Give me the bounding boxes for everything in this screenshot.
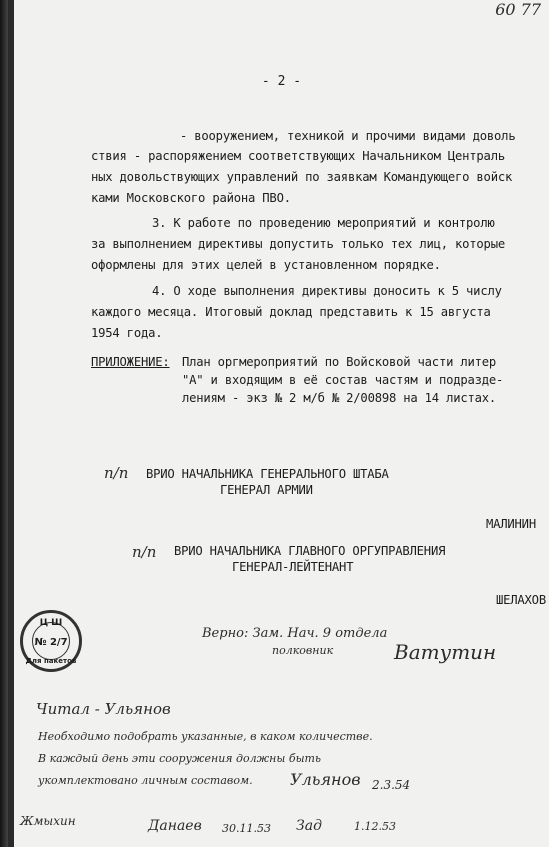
appendix-line-2: "А" и входящим в её состав частям и подразде- xyxy=(182,373,504,387)
read-note-line-2: Необходимо подобрать указанные, в каком количестве. xyxy=(38,730,373,743)
read-note-line-3: В каждый день эти сооружения должны быть xyxy=(38,752,321,765)
left-signature: Жмыхин xyxy=(20,814,76,828)
appendix-line-3: лениям - экз № 2 м/б № 2/00898 на 14 листах. xyxy=(182,391,497,405)
page-marker: - 2 - xyxy=(261,74,302,89)
read-note-line-1: Читал - Ульянов xyxy=(36,700,171,718)
paragraph-3-line-2: за выполнением директивы допустить только тех лиц, которые xyxy=(91,237,505,251)
signature-2-title: ВРИО НАЧАЛЬНИКА ГЛАВНОГО ОРГУПРАВЛЕНИЯ xyxy=(174,544,446,558)
paragraph-1-line-2: ствия - распоряжением соответствующих Начальником Централь xyxy=(91,149,505,163)
signature-1-mark: п/п xyxy=(104,464,129,482)
verify-signature: Ватутин xyxy=(394,640,497,664)
signature-2-name: ШЕЛАХОВ xyxy=(496,593,546,607)
appendix-label: ПРИЛОЖЕНИЕ: xyxy=(91,355,170,369)
verify-note-line-2: полковник xyxy=(272,644,334,657)
paragraph-3-line-3: оформлены для этих целей в установленном порядке. xyxy=(91,258,441,272)
paragraph-4-line-2: каждого месяца. Итоговый доклад представить к 15 августа xyxy=(91,305,491,319)
paragraph-1-line-1: - вооружением, техникой и прочими видами доволь xyxy=(180,129,516,143)
read-signature: Ульянов xyxy=(290,770,361,789)
corner-page-number: 60 77 xyxy=(495,0,541,19)
paragraph-3-line-1: 3. К работе по проведению мероприятий и контролю xyxy=(152,216,495,230)
read-date: 2.3.54 xyxy=(372,778,411,792)
signature-2-rank: ГЕНЕРАЛ-ЛЕЙТЕНАНТ xyxy=(232,560,354,574)
appendix-line-1: План оргмероприятий по Войсковой части литер xyxy=(182,355,497,369)
last-signature: Зад xyxy=(296,818,322,834)
signature-1-name: МАЛИНИН xyxy=(486,517,536,531)
paragraph-1-line-4: ками Московского района ПВО. xyxy=(91,191,291,205)
scan-edge xyxy=(0,0,8,847)
document-page xyxy=(14,0,549,847)
paragraph-4-line-1: 4. О ходе выполнения директивы доносить к 5 числу xyxy=(152,284,502,298)
stamp-number: № 2/7 xyxy=(34,637,68,648)
paragraph-4-line-3: 1954 года. xyxy=(91,326,163,340)
read-note-line-4: укомплектовано личным составом. xyxy=(38,774,253,787)
signature-1-rank: ГЕНЕРАЛ АРМИИ xyxy=(220,483,313,497)
office-stamp xyxy=(20,610,82,672)
stamp-bottom-text: Для пакетов xyxy=(25,657,77,665)
dana-date: 30.11.53 xyxy=(222,822,271,835)
stamp-top-text: Ц Ш xyxy=(39,618,63,628)
last-date: 1.12.53 xyxy=(354,820,396,833)
verify-note-line-1: Верно: Зам. Нач. 9 отдела xyxy=(202,626,388,641)
paragraph-1-line-3: ных довольствующих управлений по заявкам Командующего войск xyxy=(91,170,513,184)
dana-signature: Данаев xyxy=(148,818,202,834)
signature-1-title: ВРИО НАЧАЛЬНИКА ГЕНЕРАЛЬНОГО ШТАБА xyxy=(146,467,389,481)
signature-2-mark: п/п xyxy=(132,543,157,561)
